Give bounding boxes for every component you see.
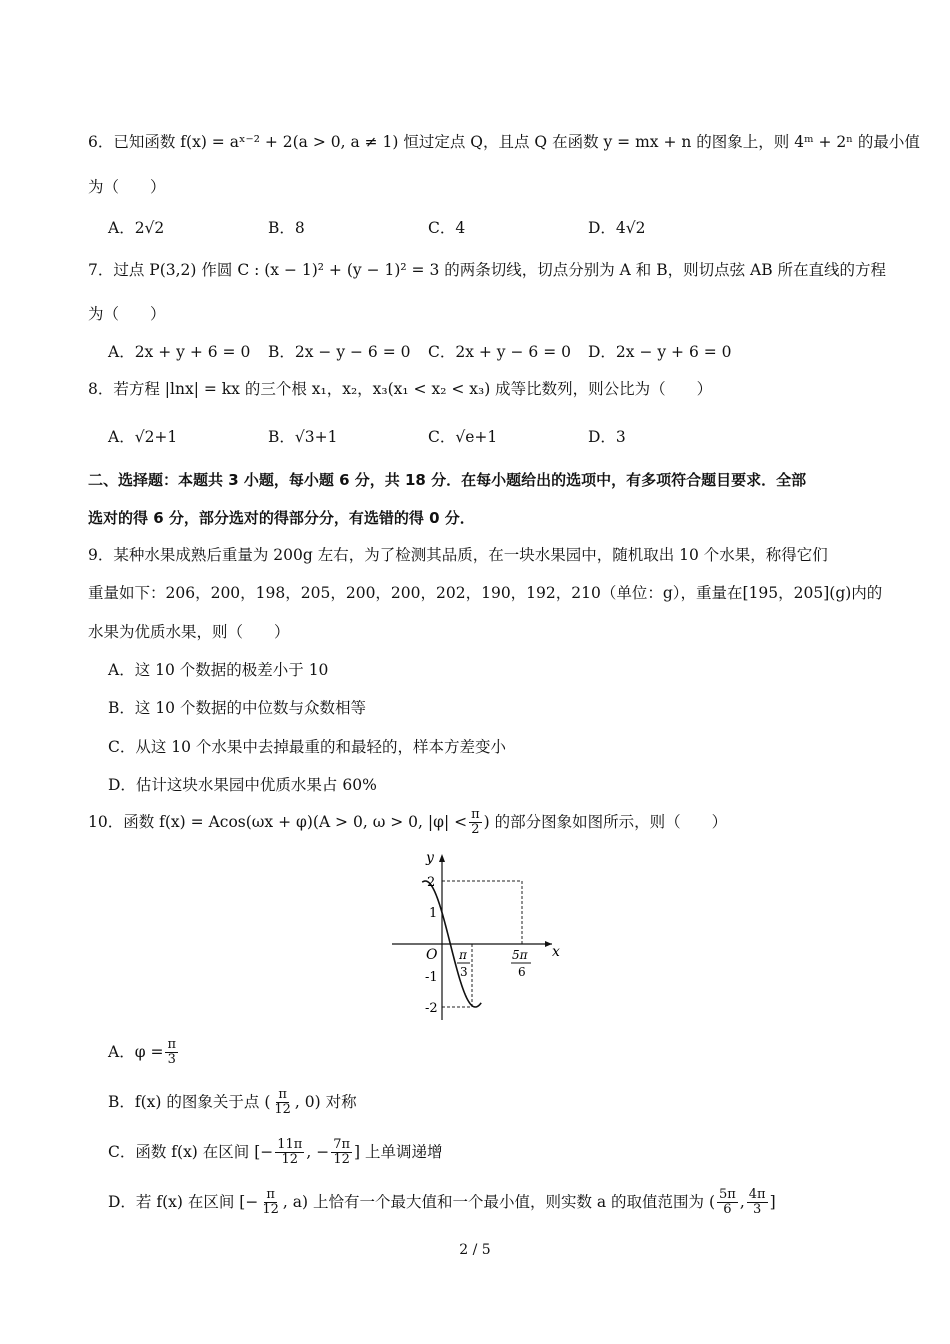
q9-stem-cont2: 水果为优质水果，则（ ）	[88, 623, 290, 641]
option-text-end: ] 上单调递增	[354, 1142, 443, 1161]
q8-options	[108, 425, 748, 447]
x-axis-arrow	[545, 941, 552, 947]
fraction-numerator: π	[167, 1037, 177, 1052]
q8-option-d: D．3	[588, 428, 626, 446]
q6-stem: 6．已知函数 f(x) = aˣ⁻² + 2(a > 0, a ≠ 1) 恒过定点 Q，且点 Q 在函数 y = mx + n 的图象上，则 4ᵐ + 2ⁿ 的最小值	[88, 133, 920, 151]
q6-option-b: B．8	[268, 219, 305, 237]
y-axis-label: y	[426, 850, 434, 866]
y-axis-arrow	[439, 854, 445, 862]
q7-option-b: B．2x − y − 6 = 0	[268, 343, 411, 361]
option-text-mid: , −	[306, 1142, 330, 1161]
q6-options	[108, 216, 748, 238]
x-axis-label: x	[552, 944, 560, 960]
y-tick-2: 2	[427, 875, 436, 890]
q10-stem-fraction	[469, 808, 482, 838]
x-tick-5pi-6-num: 5π	[512, 948, 528, 962]
q6-option-d: D．4√2	[588, 219, 646, 237]
q7-stem: 7．过点 P(3,2) 作圆 C : (x − 1)² + (y − 1)² = 3 的两条切线，切点分别为 A 和 B，则切点弦 AB 所在直线的方程	[88, 261, 887, 279]
q10-stem-text: 10．函数 f(x) = Acos(ωx + φ)(A > 0, ω > 0, |φ| <	[88, 812, 468, 831]
fraction-denominator: 6	[723, 1202, 732, 1218]
q6-stem-cont: 为（ ）	[88, 178, 166, 196]
q7-option-d: D．2x − y + 6 = 0	[588, 343, 732, 361]
q10-option-b	[108, 1088, 357, 1118]
option-d-fraction-2	[717, 1188, 738, 1218]
fraction-numerator: π	[266, 1187, 275, 1202]
q7-stem-cont: 为（ ）	[88, 305, 166, 323]
fraction-denominator: 3	[167, 1052, 176, 1068]
q8-option-c: C．√e+1	[428, 428, 498, 446]
fraction-numerator: 5π	[719, 1187, 736, 1202]
q9-option-b: B．这 10 个数据的中位数与众数相等	[108, 699, 366, 717]
option-text: A．φ =	[108, 1042, 164, 1061]
option-b-fraction	[272, 1088, 293, 1118]
option-d-fraction-1	[260, 1188, 281, 1218]
fraction-denominator: 2	[471, 822, 480, 838]
section2-heading-cont: 选对的得 6 分，部分选对的得部分分，有选错的得 0 分．	[88, 509, 475, 527]
q9-option-c: C．从这 10 个水果中去掉最重的和最轻的，样本方差变小	[108, 738, 506, 756]
option-c-fraction-2	[331, 1138, 352, 1168]
section2-heading: 二、选择题：本题共 3 小题，每小题 6 分，共 18 分．在每小题给出的选项中，有多项符合题目要求．全部	[88, 471, 807, 489]
q10-stem	[88, 808, 727, 838]
fraction-numerator: 7π	[333, 1137, 351, 1152]
q6-option-c: C．4	[428, 219, 466, 237]
fraction-numerator: π	[471, 807, 480, 822]
q8-option-a: A．√2+1	[108, 428, 178, 446]
fraction-numerator: π	[278, 1087, 287, 1102]
option-text: D．若 f(x) 在区间 [−	[108, 1192, 259, 1211]
q10-option-a	[108, 1038, 180, 1068]
option-a-fraction	[165, 1038, 178, 1068]
q9-stem: 9．某种水果成熟后重量为 200g 左右，为了检测其品质，在一块水果园中，随机取出 10 个水果，称得它们	[88, 546, 828, 564]
q9-stem-cont: 重量如下：206，200，198，205，200，200，202，190，192，210（单位：g），重量在[195，205](g)内的	[88, 584, 883, 602]
option-text-sep: ,	[739, 1192, 745, 1211]
q9-option-d: D．估计这块水果园中优质水果占 60%	[108, 776, 377, 794]
q10-option-d	[108, 1188, 776, 1218]
q8-option-b: B．√3+1	[268, 428, 338, 446]
option-text-end: ]	[769, 1192, 776, 1211]
option-text: B．f(x) 的图象关于点 (	[108, 1092, 271, 1111]
x-tick-5pi-6-den: 6	[518, 965, 526, 979]
option-d-fraction-3	[747, 1188, 768, 1218]
x-tick-pi-3-num: π	[459, 948, 467, 962]
fraction-numerator: 11π	[277, 1137, 303, 1152]
q7-options	[108, 340, 748, 362]
fraction-numerator: 4π	[748, 1187, 766, 1202]
q7-option-a: A．2x + y + 6 = 0	[108, 343, 251, 361]
fraction-denominator: 12	[262, 1202, 279, 1218]
option-c-fraction-1	[275, 1138, 304, 1168]
q10-option-c	[108, 1138, 443, 1168]
q8-stem: 8．若方程 |lnx| = kx 的三个根 x₁，x₂，x₃(x₁ < x₂ < x₃) 成等比数列，则公比为（ ）	[88, 380, 713, 398]
y-tick-neg2: -2	[425, 1001, 438, 1016]
option-text-end: , 0) 对称	[294, 1092, 357, 1111]
y-tick-neg1: -1	[425, 970, 438, 985]
origin-label: O	[426, 947, 438, 963]
x-tick-pi-3-den: 3	[460, 965, 468, 979]
q9-option-a: A．这 10 个数据的极差小于 10	[108, 661, 329, 679]
option-text-mid: , a) 上恰有一个最大值和一个最小值，则实数 a 的取值范围为 (	[282, 1192, 716, 1211]
q10-stem-text-end: ) 的部分图象如图所示，则（ ）	[483, 812, 728, 831]
q6-option-a: A．2√2	[108, 219, 165, 237]
q10-cosine-graph	[380, 848, 570, 1023]
fraction-denominator: 12	[333, 1152, 350, 1168]
fraction-denominator: 12	[281, 1152, 299, 1168]
option-text: C．函数 f(x) 在区间 [−	[108, 1142, 274, 1161]
fraction-denominator: 12	[274, 1102, 291, 1118]
page-number: 2 / 5	[459, 1242, 491, 1258]
q7-option-c: C．2x + y − 6 = 0	[428, 343, 571, 361]
y-tick-1: 1	[429, 906, 438, 921]
fraction-denominator: 3	[753, 1202, 762, 1218]
